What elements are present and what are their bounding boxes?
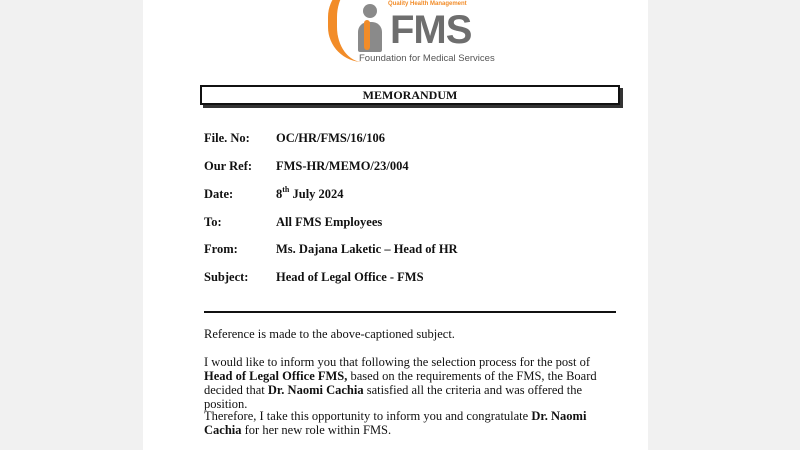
p3-text-a: Therefore, I take this opportunity to inform you and congratulate	[204, 409, 532, 423]
field-value: FMS-HR/MEMO/23/004	[276, 159, 409, 173]
p2-text-c: based on the requirements of the FMS, the Board decided that	[204, 369, 597, 397]
field-label: To:	[204, 215, 222, 229]
field-label: File. No:	[204, 131, 250, 145]
field-value: All FMS Employees	[276, 215, 383, 229]
p3-appointee-name: Dr. Naomi Cachia	[204, 409, 587, 437]
p2-text-e: satisfied all the criteria and was offered the position.	[204, 383, 583, 411]
p2-post-title: Head of Legal Office FMS,	[204, 369, 348, 383]
logo-tagline: Quality Health Management	[388, 1, 467, 7]
field-value	[276, 187, 344, 202]
logo-subtitle: Foundation for Medical Services	[359, 53, 495, 64]
left-margin	[0, 0, 143, 450]
paragraph-congratulation	[204, 409, 618, 437]
memo-title: MEMORANDUM	[200, 85, 620, 105]
field-value: OC/HR/FMS/16/106	[276, 131, 386, 145]
paragraph-reference: Reference is made to the above-captioned subject.	[204, 327, 455, 341]
p2-text-a: I would like to inform you that following the selection process for the post of	[204, 355, 591, 369]
field-value: Ms. Dajana Laketic – Head of HR	[276, 242, 458, 256]
p3-text-c: for her new role within FMS.	[241, 423, 392, 437]
logo-person-body	[358, 22, 382, 52]
field-label: Our Ref:	[204, 159, 253, 173]
logo-wordmark: FMS	[390, 8, 472, 52]
field-value: Head of Legal Office - FMS	[276, 270, 424, 284]
header-divider	[204, 311, 616, 313]
field-label: From:	[204, 242, 238, 256]
date-rest: July 2024	[289, 187, 344, 201]
date-day: 8	[276, 187, 283, 201]
paragraph-announcement	[204, 355, 618, 411]
logo-person-icon	[363, 4, 377, 18]
date-suffix: th	[282, 185, 290, 194]
field-label: Date:	[204, 187, 234, 201]
field-label: Subject:	[204, 270, 249, 284]
p2-appointee-name: Dr. Naomi Cachia	[267, 383, 364, 397]
fms-logo	[328, 0, 498, 70]
logo-stripe	[364, 20, 370, 50]
right-margin	[648, 0, 800, 450]
